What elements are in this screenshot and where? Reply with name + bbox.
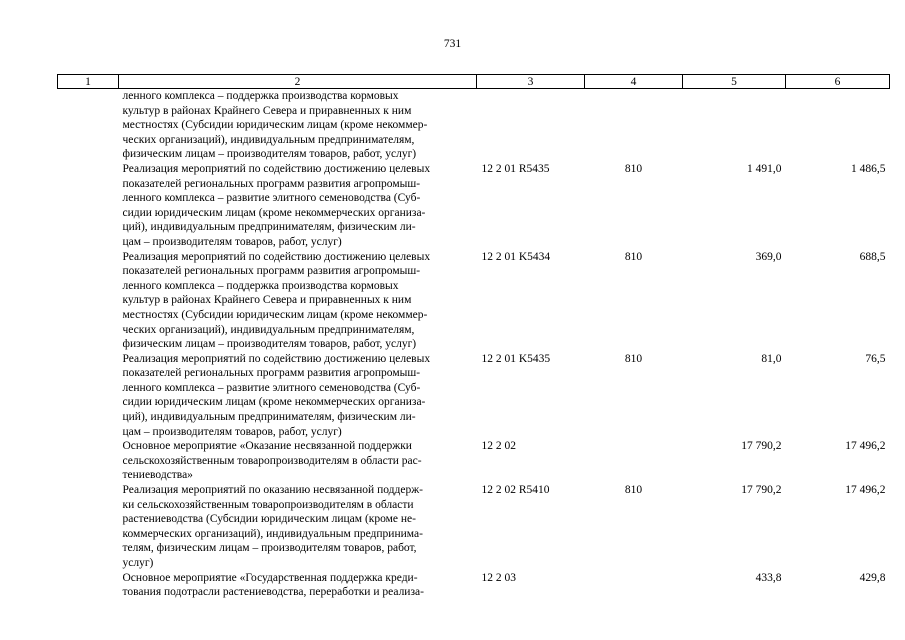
column-header-1: 1 xyxy=(58,75,119,89)
item-name-line: показателей региональных программ развития агропромыш- xyxy=(122,367,421,380)
table-row xyxy=(58,162,890,250)
amount-cell-6: 17 496,2 xyxy=(845,440,886,453)
column-header-2: 2 xyxy=(119,75,477,89)
column-header-6: 6 xyxy=(786,75,890,89)
amount-cell-5: 81,0 xyxy=(761,352,782,365)
table-body xyxy=(58,89,890,600)
amount-cell-5: 17 790,2 xyxy=(741,484,782,497)
column-header-5: 5 xyxy=(683,75,786,89)
expense-type-cell: 810 xyxy=(624,162,643,175)
item-name-cell xyxy=(119,352,477,440)
item-name-line: ческих организаций), индивидуальным предпринимателям, xyxy=(122,323,415,336)
row-number-cell xyxy=(58,483,119,571)
expense-type-cell: 810 xyxy=(624,484,643,497)
row-number-cell xyxy=(58,89,119,162)
item-name-line: сельскохозяйственным товаропроизводителям в области рас- xyxy=(122,454,422,467)
target-code-cell: 12 2 02 xyxy=(481,440,516,453)
item-name-cell xyxy=(119,89,477,162)
amount-cell-5: 433,8 xyxy=(755,571,782,584)
amount-cell-5 xyxy=(683,89,786,162)
amount-cell-6: 688,5 xyxy=(859,250,886,263)
target-code-cell xyxy=(477,89,585,162)
table-header-row xyxy=(58,75,890,89)
target-code-cell: 12 2 03 xyxy=(481,571,516,584)
table-row xyxy=(58,483,890,571)
amount-cell-6: 76,5 xyxy=(865,352,886,365)
row-number-cell xyxy=(58,571,119,600)
item-name-line: Реализация мероприятий по содействию достижению целевых xyxy=(122,250,431,263)
item-name-line: физическим лицам – производителям товаров, работ, услуг) xyxy=(122,148,417,161)
expense-type-cell xyxy=(585,89,683,162)
table-row xyxy=(58,250,890,352)
item-name-cell xyxy=(119,439,477,483)
row-number-cell xyxy=(58,352,119,440)
item-name-line: культур в районах Крайнего Севера и приравненных к ним xyxy=(122,104,412,117)
item-name-cell xyxy=(119,162,477,250)
table-row xyxy=(58,439,890,483)
item-name-line: ций), индивидуальным предпринимателям, физическим ли- xyxy=(122,221,416,234)
item-name-line: ческих организаций), индивидуальным предпринимателям, xyxy=(122,133,415,146)
item-name-line: ки сельскохозяйственным товаропроизводителям в области xyxy=(122,498,414,511)
amount-cell-6 xyxy=(786,89,890,162)
target-code-cell: 12 2 02 R5410 xyxy=(481,484,550,497)
target-code-cell: 12 2 01 R5435 xyxy=(481,162,550,175)
item-name-line: услуг) xyxy=(122,557,154,569)
item-name-line: растениеводства (Субсидии юридическим лицам (кроме не- xyxy=(122,513,416,526)
amount-cell-5: 17 790,2 xyxy=(741,440,782,453)
item-name-line: ленного комплекса – развитие элитного семеноводства (Суб- xyxy=(122,381,421,394)
item-name-cell xyxy=(119,250,477,352)
item-name-line: Основное мероприятие «Оказание несвязанной поддержки xyxy=(122,440,412,453)
item-name-line: Реализация мероприятий по содействию достижению целевых xyxy=(122,352,431,365)
amount-cell-6: 17 496,2 xyxy=(845,484,886,497)
column-header-4: 4 xyxy=(585,75,683,89)
amount-cell-5: 1 491,0 xyxy=(747,162,782,175)
target-code-cell: 12 2 01 K5434 xyxy=(481,250,551,263)
table-row xyxy=(58,571,890,600)
item-name-line: цам – производителям товаров, работ, услуг) xyxy=(122,235,342,248)
item-name-cell xyxy=(119,571,477,600)
item-name-line: местностях (Субсидии юридическим лицам (кроме некоммер- xyxy=(122,308,428,321)
item-name-line: ленного комплекса – поддержка производства кормовых xyxy=(122,90,399,102)
item-name-line: коммерческих организаций), индивидуальным предпринима- xyxy=(122,527,423,540)
item-name-line: показателей региональных программ развития агропромыш- xyxy=(122,265,421,278)
table-row xyxy=(58,352,890,440)
item-name-line: культур в районах Крайнего Севера и приравненных к ним xyxy=(122,294,412,307)
item-name-line: Реализация мероприятий по содействию достижению целевых xyxy=(122,162,431,175)
amount-cell-5: 369,0 xyxy=(755,250,782,263)
row-number-cell xyxy=(58,439,119,483)
item-name-cell xyxy=(119,483,477,571)
row-number-cell xyxy=(58,250,119,352)
item-name-line: ленного комплекса – поддержка производства кормовых xyxy=(122,279,399,292)
item-name-line: цам – производителям товаров, работ, услуг) xyxy=(122,425,342,438)
budget-table xyxy=(57,74,890,600)
item-name-line: местностях (Субсидии юридическим лицам (кроме некоммер- xyxy=(122,119,428,132)
item-name-line: тования подотрасли растениеводства, переработки и реализа- xyxy=(122,586,424,599)
item-name-line: сидии юридическим лицам (кроме некоммерческих организа- xyxy=(122,396,426,409)
row-number-cell xyxy=(58,162,119,250)
table-row xyxy=(58,89,890,162)
amount-cell-6: 1 486,5 xyxy=(851,162,886,175)
amount-cell-6: 429,8 xyxy=(859,571,886,584)
item-name-line: Реализация мероприятий по оказанию несвязанной поддерж- xyxy=(122,484,423,497)
item-name-line: ленного комплекса – развитие элитного семеноводства (Суб- xyxy=(122,192,421,205)
expense-type-cell: 810 xyxy=(624,352,643,365)
page-number: 731 xyxy=(443,38,462,50)
expense-type-cell xyxy=(585,439,683,483)
item-name-line: тениеводства» xyxy=(122,469,193,482)
column-header-3: 3 xyxy=(477,75,585,89)
target-code-cell: 12 2 01 K5435 xyxy=(481,352,551,365)
item-name-line: физическим лицам – производителям товаров, работ, услуг) xyxy=(122,338,417,351)
expense-type-cell: 810 xyxy=(624,250,643,263)
expense-type-cell xyxy=(585,571,683,600)
item-name-line: показателей региональных программ развития агропромыш- xyxy=(122,177,421,190)
item-name-line: ций), индивидуальным предпринимателям, физическим ли- xyxy=(122,411,416,424)
item-name-line: телям, физическим лицам – производителям товаров, работ, xyxy=(122,542,417,555)
item-name-line: сидии юридическим лицам (кроме некоммерческих организа- xyxy=(122,206,426,219)
item-name-line: Основное мероприятие «Государственная поддержка креди- xyxy=(122,571,418,584)
